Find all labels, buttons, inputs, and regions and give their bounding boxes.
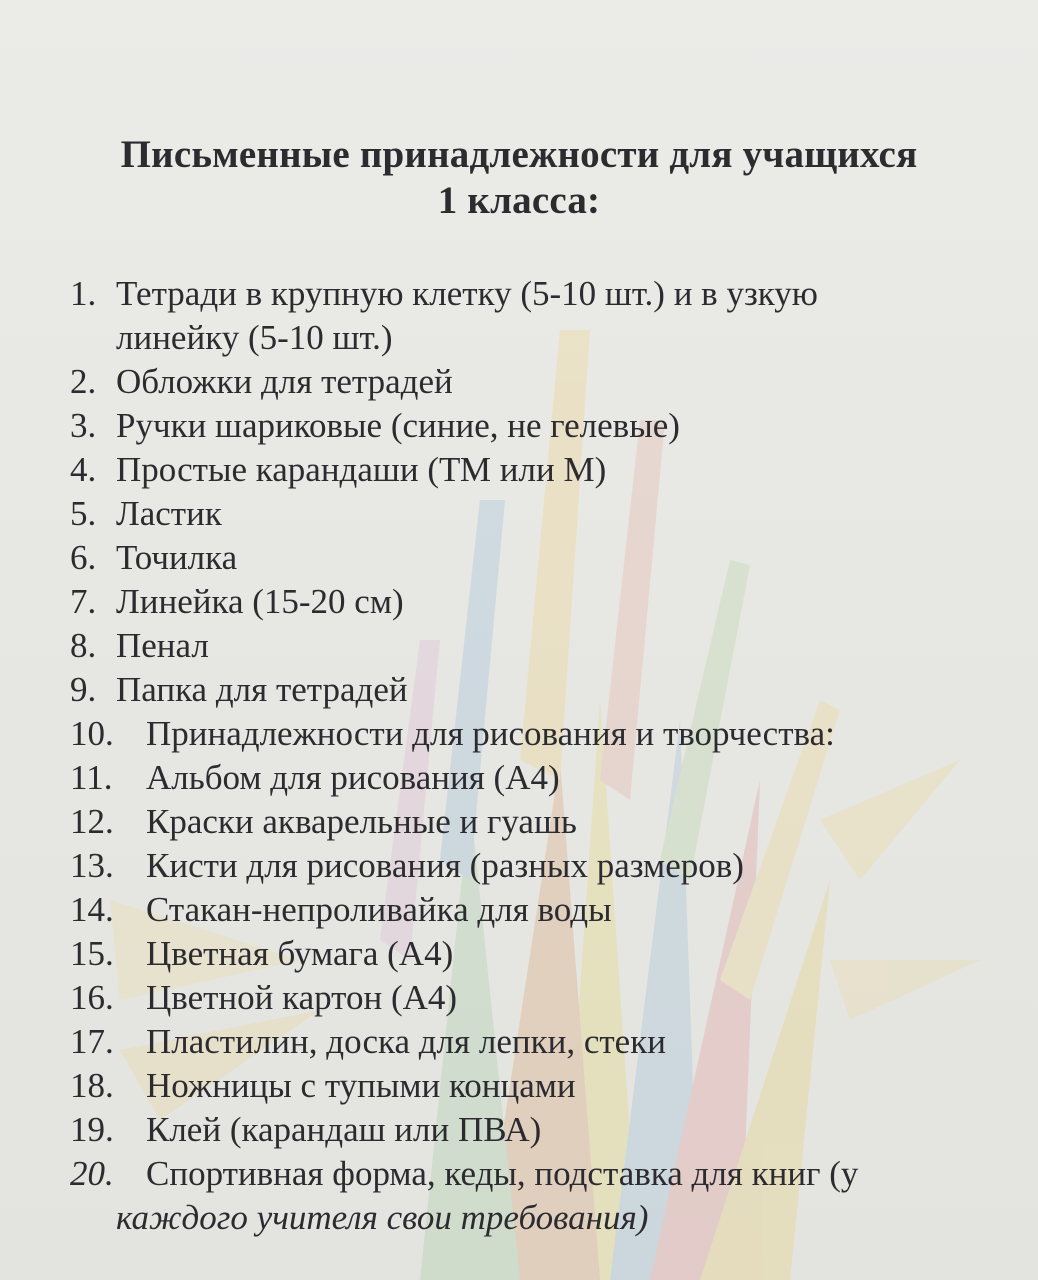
item-text: Пластилин, доска для лепки, стеки [146,1022,666,1061]
supplies-list [0,272,1038,1240]
item-text: Ручки шариковые (синие, не гелевые) [116,406,680,445]
list-item [0,800,1038,844]
item-number: 18. [70,1066,114,1105]
item-text: Обложки для тетрадей [116,362,453,401]
item-number: 11. [70,758,113,797]
item-text: Точилка [116,538,238,577]
item-text-continuation: каждого учителя свои требования) [116,1198,649,1237]
item-number: 10. [70,714,114,753]
title-line-1: Письменные принадлежности для учащихся [120,133,918,176]
item-text-continuation: линейку (5-10 шт.) [116,318,393,357]
list-item [0,448,1038,492]
list-item [0,1064,1038,1108]
item-text: Альбом для рисования (А4) [146,758,560,797]
item-text: Ножницы с тупыми концами [146,1066,576,1105]
item-text: Кисти для рисования (разных размеров) [146,846,744,885]
list-item [0,976,1038,1020]
item-number: 7. [70,582,97,621]
item-number: 15. [70,934,114,973]
list-item [0,932,1038,976]
item-text: Принадлежности для рисования и творчества: [146,714,835,753]
item-number: 19. [70,1110,114,1149]
list-item [0,492,1038,536]
list-item [0,844,1038,888]
item-number: 2. [70,362,97,401]
item-number: 6. [70,538,97,577]
list-item [0,668,1038,712]
item-number: 5. [70,494,97,533]
item-text: Линейка (15-20 см) [116,582,404,621]
item-number: 8. [70,626,97,665]
item-text: Тетради в крупную клетку (5-10 шт.) и в узкую [116,274,818,313]
item-text: Папка для тетрадей [116,670,408,709]
list-item [0,360,1038,404]
list-item [0,1108,1038,1152]
item-number: 3. [70,406,97,445]
list-item [0,756,1038,800]
item-text: Простые карандаши (ТМ или М) [116,450,607,489]
item-number: 1. [70,274,97,313]
list-item [0,1152,1038,1240]
item-text: Стакан-непроливайка для воды [146,890,612,929]
list-item [0,580,1038,624]
item-number: 13. [70,846,114,885]
list-item [0,404,1038,448]
item-number: 16. [70,978,114,1017]
list-item [0,1020,1038,1064]
item-text: Краски акварельные и гуашь [146,802,577,841]
item-number: 14. [70,890,114,929]
document-title [0,132,1038,224]
list-item [0,712,1038,756]
item-number: 4. [70,450,97,489]
title-line-2: 1 класса: [437,179,601,222]
list-item [0,536,1038,580]
item-number: 17. [70,1022,114,1061]
list-item [0,624,1038,668]
item-text: Спортивная форма, кеды, подставка для книг (у [146,1154,859,1193]
item-number: 9. [70,670,97,709]
item-number: 12. [70,802,114,841]
item-number: 20. [70,1154,114,1193]
item-text: Клей (карандаш или ПВА) [146,1110,542,1149]
item-text: Ластик [116,494,222,533]
list-item [0,888,1038,932]
item-text: Пенал [116,626,209,665]
list-item [0,272,1038,360]
item-text: Цветной картон (А4) [146,978,458,1017]
item-text: Цветная бумага (А4) [146,934,454,973]
